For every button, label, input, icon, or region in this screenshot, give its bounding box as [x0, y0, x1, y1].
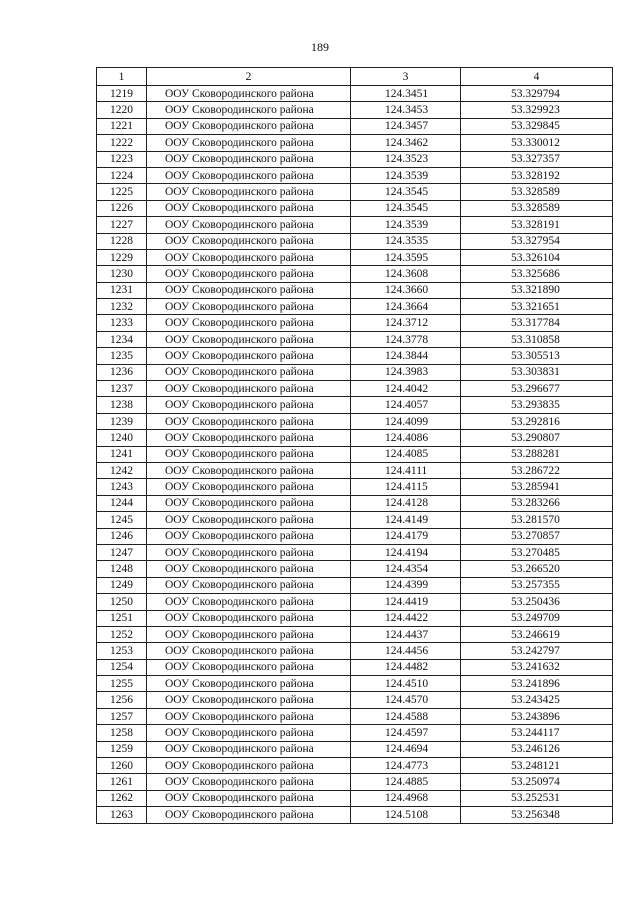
- longitude-value: 124.4419: [351, 594, 461, 610]
- longitude-value: 124.3545: [351, 200, 461, 216]
- longitude-value: 124.4085: [351, 446, 461, 462]
- row-number: 1232: [97, 299, 147, 315]
- organization-name: ООУ Сковородинского района: [147, 659, 351, 675]
- longitude-value: 124.3608: [351, 266, 461, 282]
- table-row: [97, 348, 613, 364]
- longitude-value: 124.3712: [351, 315, 461, 331]
- organization-name: ООУ Сковородинского района: [147, 135, 351, 151]
- table-row: [97, 774, 613, 790]
- latitude-value: 53.241632: [461, 659, 613, 675]
- longitude-value: 124.4588: [351, 708, 461, 724]
- table-row: [97, 167, 613, 183]
- latitude-value: 53.290807: [461, 430, 613, 446]
- row-number: 1257: [97, 708, 147, 724]
- table-row: [97, 397, 613, 413]
- table-row: [97, 135, 613, 151]
- table-row: [97, 610, 613, 626]
- organization-name: ООУ Сковородинского района: [147, 528, 351, 544]
- longitude-value: 124.3539: [351, 167, 461, 183]
- longitude-value: 124.3660: [351, 282, 461, 298]
- organization-name: ООУ Сковородинского района: [147, 479, 351, 495]
- row-number: 1260: [97, 758, 147, 774]
- organization-name: ООУ Сковородинского района: [147, 807, 351, 823]
- longitude-value: 124.5108: [351, 807, 461, 823]
- organization-name: ООУ Сковородинского района: [147, 118, 351, 134]
- longitude-value: 124.4057: [351, 397, 461, 413]
- longitude-value: 124.4111: [351, 462, 461, 478]
- row-number: 1229: [97, 249, 147, 265]
- longitude-value: 124.3535: [351, 233, 461, 249]
- longitude-value: 124.3457: [351, 118, 461, 134]
- table-row: [97, 315, 613, 331]
- longitude-value: 124.4570: [351, 692, 461, 708]
- organization-name: ООУ Сковородинского района: [147, 249, 351, 265]
- organization-name: ООУ Сковородинского района: [147, 348, 351, 364]
- row-number: 1263: [97, 807, 147, 823]
- row-number: 1240: [97, 430, 147, 446]
- table-row: [97, 413, 613, 429]
- column-header-1: 1: [97, 68, 147, 86]
- page-number: 189: [311, 40, 329, 54]
- longitude-value: 124.3453: [351, 102, 461, 118]
- latitude-value: 53.286722: [461, 462, 613, 478]
- organization-name: ООУ Сковородинского района: [147, 184, 351, 200]
- row-number: 1231: [97, 282, 147, 298]
- organization-name: ООУ Сковородинского района: [147, 86, 351, 102]
- table-row: [97, 561, 613, 577]
- latitude-value: 53.328192: [461, 167, 613, 183]
- latitude-value: 53.270485: [461, 544, 613, 560]
- row-number: 1222: [97, 135, 147, 151]
- table-row: [97, 741, 613, 757]
- latitude-value: 53.288281: [461, 446, 613, 462]
- organization-name: ООУ Сковородинского района: [147, 200, 351, 216]
- longitude-value: 124.4099: [351, 413, 461, 429]
- row-number: 1236: [97, 364, 147, 380]
- table-row: [97, 266, 613, 282]
- row-number: 1241: [97, 446, 147, 462]
- latitude-value: 53.281570: [461, 512, 613, 528]
- organization-name: ООУ Сковородинского района: [147, 790, 351, 806]
- longitude-value: 124.4437: [351, 626, 461, 642]
- longitude-value: 124.3664: [351, 299, 461, 315]
- latitude-value: 53.327357: [461, 151, 613, 167]
- column-header-3: 3: [351, 68, 461, 86]
- row-number: 1255: [97, 676, 147, 692]
- organization-name: ООУ Сковородинского района: [147, 594, 351, 610]
- longitude-value: 124.4128: [351, 495, 461, 511]
- row-number: 1238: [97, 397, 147, 413]
- longitude-value: 124.4773: [351, 758, 461, 774]
- latitude-value: 53.257355: [461, 577, 613, 593]
- row-number: 1230: [97, 266, 147, 282]
- organization-name: ООУ Сковородинского района: [147, 676, 351, 692]
- latitude-value: 53.328589: [461, 200, 613, 216]
- organization-name: ООУ Сковородинского района: [147, 708, 351, 724]
- organization-name: ООУ Сковородинского района: [147, 397, 351, 413]
- row-number: 1237: [97, 381, 147, 397]
- longitude-value: 124.3451: [351, 86, 461, 102]
- row-number: 1234: [97, 331, 147, 347]
- latitude-value: 53.296677: [461, 381, 613, 397]
- table-row: [97, 807, 613, 823]
- table-row: [97, 725, 613, 741]
- latitude-value: 53.303831: [461, 364, 613, 380]
- row-number: 1226: [97, 200, 147, 216]
- row-number: 1248: [97, 561, 147, 577]
- longitude-value: 124.3778: [351, 331, 461, 347]
- table-row: [97, 430, 613, 446]
- table-row: [97, 577, 613, 593]
- organization-name: ООУ Сковородинского района: [147, 282, 351, 298]
- table-row: [97, 626, 613, 642]
- table-row: [97, 544, 613, 560]
- table-row: [97, 528, 613, 544]
- table-row: [97, 790, 613, 806]
- organization-name: ООУ Сковородинского района: [147, 462, 351, 478]
- organization-name: ООУ Сковородинского района: [147, 758, 351, 774]
- row-number: 1244: [97, 495, 147, 511]
- table-row: [97, 184, 613, 200]
- organization-name: ООУ Сковородинского района: [147, 331, 351, 347]
- longitude-value: 124.3539: [351, 217, 461, 233]
- table-row: [97, 594, 613, 610]
- latitude-value: 53.283266: [461, 495, 613, 511]
- longitude-value: 124.4597: [351, 725, 461, 741]
- latitude-value: 53.256348: [461, 807, 613, 823]
- organization-name: ООУ Сковородинского района: [147, 544, 351, 560]
- latitude-value: 53.321890: [461, 282, 613, 298]
- longitude-value: 124.4456: [351, 643, 461, 659]
- table-row: [97, 446, 613, 462]
- longitude-value: 124.4694: [351, 741, 461, 757]
- organization-name: ООУ Сковородинского района: [147, 151, 351, 167]
- organization-name: ООУ Сковородинского района: [147, 741, 351, 757]
- table-header-row: [97, 68, 613, 86]
- longitude-value: 124.3595: [351, 249, 461, 265]
- longitude-value: 124.4194: [351, 544, 461, 560]
- latitude-value: 53.321651: [461, 299, 613, 315]
- latitude-value: 53.317784: [461, 315, 613, 331]
- latitude-value: 53.248121: [461, 758, 613, 774]
- longitude-value: 124.4042: [351, 381, 461, 397]
- row-number: 1233: [97, 315, 147, 331]
- table-row: [97, 86, 613, 102]
- table-row: [97, 249, 613, 265]
- organization-name: ООУ Сковородинского района: [147, 217, 351, 233]
- longitude-value: 124.4086: [351, 430, 461, 446]
- table-row: [97, 282, 613, 298]
- table-row: [97, 364, 613, 380]
- latitude-value: 53.305513: [461, 348, 613, 364]
- latitude-value: 53.328191: [461, 217, 613, 233]
- longitude-value: 124.3545: [351, 184, 461, 200]
- table-row: [97, 692, 613, 708]
- table-row: [97, 102, 613, 118]
- table-row: [97, 479, 613, 495]
- column-header-2: 2: [147, 68, 351, 86]
- row-number: 1221: [97, 118, 147, 134]
- organization-name: ООУ Сковородинского района: [147, 495, 351, 511]
- row-number: 1243: [97, 479, 147, 495]
- organization-name: ООУ Сковородинского района: [147, 626, 351, 642]
- row-number: 1245: [97, 512, 147, 528]
- organization-name: ООУ Сковородинского района: [147, 692, 351, 708]
- latitude-value: 53.252531: [461, 790, 613, 806]
- organization-name: ООУ Сковородинского района: [147, 725, 351, 741]
- table-row: [97, 200, 613, 216]
- table-row: [97, 462, 613, 478]
- latitude-value: 53.285941: [461, 479, 613, 495]
- longitude-value: 124.4115: [351, 479, 461, 495]
- organization-name: ООУ Сковородинского района: [147, 512, 351, 528]
- longitude-value: 124.3462: [351, 135, 461, 151]
- row-number: 1250: [97, 594, 147, 610]
- latitude-value: 53.293835: [461, 397, 613, 413]
- row-number: 1252: [97, 626, 147, 642]
- latitude-value: 53.329923: [461, 102, 613, 118]
- latitude-value: 53.243896: [461, 708, 613, 724]
- latitude-value: 53.266520: [461, 561, 613, 577]
- row-number: 1249: [97, 577, 147, 593]
- latitude-value: 53.241896: [461, 676, 613, 692]
- column-header-4: 4: [461, 68, 613, 86]
- organization-name: ООУ Сковородинского района: [147, 413, 351, 429]
- row-number: 1242: [97, 462, 147, 478]
- coordinates-table: [96, 67, 613, 824]
- row-number: 1246: [97, 528, 147, 544]
- row-number: 1235: [97, 348, 147, 364]
- latitude-value: 53.246619: [461, 626, 613, 642]
- latitude-value: 53.242797: [461, 643, 613, 659]
- row-number: 1247: [97, 544, 147, 560]
- latitude-value: 53.246126: [461, 741, 613, 757]
- organization-name: ООУ Сковородинского района: [147, 381, 351, 397]
- organization-name: ООУ Сковородинского района: [147, 774, 351, 790]
- row-number: 1258: [97, 725, 147, 741]
- latitude-value: 53.326104: [461, 249, 613, 265]
- latitude-value: 53.292816: [461, 413, 613, 429]
- latitude-value: 53.243425: [461, 692, 613, 708]
- organization-name: ООУ Сковородинского района: [147, 643, 351, 659]
- organization-name: ООУ Сковородинского района: [147, 167, 351, 183]
- latitude-value: 53.329845: [461, 118, 613, 134]
- table-body: [97, 86, 613, 824]
- row-number: 1225: [97, 184, 147, 200]
- latitude-value: 53.327954: [461, 233, 613, 249]
- latitude-value: 53.244117: [461, 725, 613, 741]
- row-number: 1251: [97, 610, 147, 626]
- table-row: [97, 512, 613, 528]
- row-number: 1228: [97, 233, 147, 249]
- table-row: [97, 233, 613, 249]
- row-number: 1254: [97, 659, 147, 675]
- organization-name: ООУ Сковородинского района: [147, 610, 351, 626]
- longitude-value: 124.4149: [351, 512, 461, 528]
- organization-name: ООУ Сковородинского района: [147, 299, 351, 315]
- organization-name: ООУ Сковородинского района: [147, 430, 351, 446]
- latitude-value: 53.249709: [461, 610, 613, 626]
- organization-name: ООУ Сковородинского района: [147, 102, 351, 118]
- longitude-value: 124.3523: [351, 151, 461, 167]
- row-number: 1262: [97, 790, 147, 806]
- table-row: [97, 495, 613, 511]
- row-number: 1256: [97, 692, 147, 708]
- organization-name: ООУ Сковородинского района: [147, 561, 351, 577]
- table-row: [97, 381, 613, 397]
- longitude-value: 124.4179: [351, 528, 461, 544]
- row-number: 1223: [97, 151, 147, 167]
- longitude-value: 124.4885: [351, 774, 461, 790]
- table-row: [97, 643, 613, 659]
- row-number: 1227: [97, 217, 147, 233]
- latitude-value: 53.270857: [461, 528, 613, 544]
- organization-name: ООУ Сковородинского района: [147, 364, 351, 380]
- row-number: 1220: [97, 102, 147, 118]
- row-number: 1261: [97, 774, 147, 790]
- latitude-value: 53.310858: [461, 331, 613, 347]
- latitude-value: 53.325686: [461, 266, 613, 282]
- table-row: [97, 708, 613, 724]
- table-row: [97, 217, 613, 233]
- organization-name: ООУ Сковородинского района: [147, 577, 351, 593]
- organization-name: ООУ Сковородинского района: [147, 233, 351, 249]
- longitude-value: 124.4482: [351, 659, 461, 675]
- longitude-value: 124.4399: [351, 577, 461, 593]
- longitude-value: 124.4510: [351, 676, 461, 692]
- row-number: 1253: [97, 643, 147, 659]
- latitude-value: 53.328589: [461, 184, 613, 200]
- latitude-value: 53.329794: [461, 86, 613, 102]
- table-row: [97, 299, 613, 315]
- longitude-value: 124.4968: [351, 790, 461, 806]
- row-number: 1239: [97, 413, 147, 429]
- latitude-value: 53.250436: [461, 594, 613, 610]
- table-row: [97, 331, 613, 347]
- table-row: [97, 151, 613, 167]
- organization-name: ООУ Сковородинского района: [147, 446, 351, 462]
- latitude-value: 53.250974: [461, 774, 613, 790]
- row-number: 1259: [97, 741, 147, 757]
- table-row: [97, 659, 613, 675]
- table-row: [97, 118, 613, 134]
- row-number: 1219: [97, 86, 147, 102]
- table-row: [97, 758, 613, 774]
- longitude-value: 124.3844: [351, 348, 461, 364]
- latitude-value: 53.330012: [461, 135, 613, 151]
- longitude-value: 124.3983: [351, 364, 461, 380]
- organization-name: ООУ Сковородинского района: [147, 315, 351, 331]
- longitude-value: 124.4422: [351, 610, 461, 626]
- longitude-value: 124.4354: [351, 561, 461, 577]
- row-number: 1224: [97, 167, 147, 183]
- organization-name: ООУ Сковородинского района: [147, 266, 351, 282]
- table-row: [97, 676, 613, 692]
